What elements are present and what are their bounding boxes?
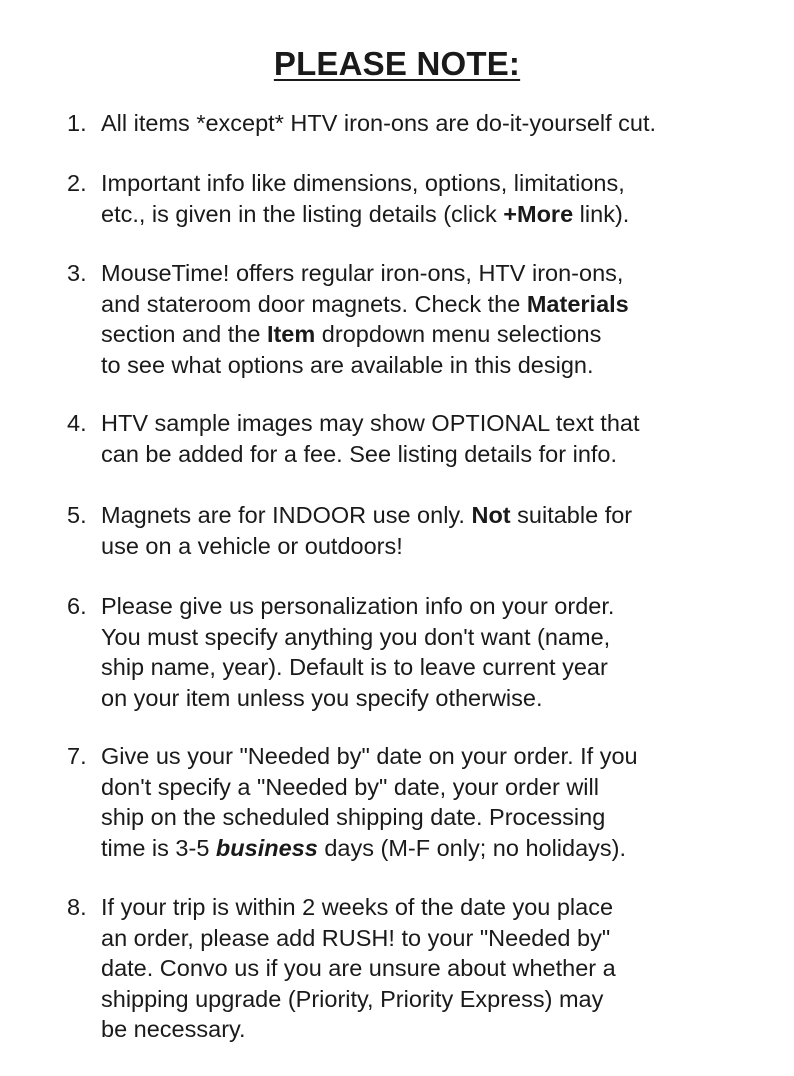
note-line: If your trip is within 2 weeks of the date you place <box>101 894 614 920</box>
note-number: 4. <box>67 410 87 436</box>
note-text <box>101 500 632 561</box>
note-text <box>101 741 638 863</box>
note-line: Important info like dimensions, options, limitations, <box>101 170 625 196</box>
page-title-text: PLEASE NOTE: <box>273 45 521 82</box>
note-number: 6. <box>67 593 87 619</box>
note-text <box>101 108 656 139</box>
note-line: use on a vehicle or outdoors! <box>101 532 403 559</box>
note-text <box>101 258 629 380</box>
note-line: You must specify anything you don't want (name, <box>101 623 611 650</box>
note-line: Give us your "Needed by" date on your order. If you <box>101 743 638 769</box>
note-line: can be added for a fee. See listing details for info. <box>101 440 618 467</box>
note-line: Magnets are for INDOOR use only. Not suitable for <box>101 502 633 528</box>
note-number: 3. <box>67 260 87 286</box>
note-line: don't specify a "Needed by" date, your order will <box>101 773 599 800</box>
note-line: ship on the scheduled shipping date. Processing <box>101 804 606 830</box>
note-text <box>101 408 640 469</box>
note-line: time is 3-5 business days (M-F only; no holidays). <box>101 834 627 861</box>
note-number: 8. <box>67 894 87 920</box>
note-number: 7. <box>67 743 87 769</box>
page-title <box>0 44 794 84</box>
note-line: HTV sample images may show OPTIONAL text that <box>101 410 640 436</box>
note-number: 5. <box>67 502 87 528</box>
note-text <box>101 591 614 713</box>
note-line: be necessary. <box>101 1016 246 1042</box>
note-line: MouseTime! offers regular iron-ons, HTV iron-ons, <box>101 260 624 286</box>
emphasis-more-link: +More <box>503 200 574 227</box>
note-line: section and the Item dropdown menu selections <box>101 321 602 347</box>
note-line: and stateroom door magnets. Check the Materials <box>101 290 629 317</box>
note-line: an order, please add RUSH! to your "Needed by" <box>101 924 611 951</box>
note-line: shipping upgrade (Priority, Priority Express) may <box>101 985 604 1012</box>
note-line: date. Convo us if you are unsure about whether a <box>101 955 616 981</box>
note-line: to see what options are available in this design. <box>101 351 594 378</box>
emphasis-item: Item <box>266 321 316 347</box>
note-line: All items *except* HTV iron-ons are do-it-yourself cut. <box>101 110 657 136</box>
note-line: on your item unless you specify otherwise. <box>101 684 543 711</box>
note-number: 2. <box>67 170 87 196</box>
note-line: Please give us personalization info on your order. <box>101 593 615 619</box>
emphasis-business: business <box>215 834 318 861</box>
note-text <box>101 168 629 229</box>
emphasis-not: Not <box>471 502 511 528</box>
emphasis-materials: Materials <box>526 290 629 317</box>
note-number: 1. <box>67 110 87 136</box>
note-line: ship name, year). Default is to leave current year <box>101 654 608 680</box>
note-line: etc., is given in the listing details (click +More link). <box>101 200 630 227</box>
note-text <box>101 892 616 1045</box>
